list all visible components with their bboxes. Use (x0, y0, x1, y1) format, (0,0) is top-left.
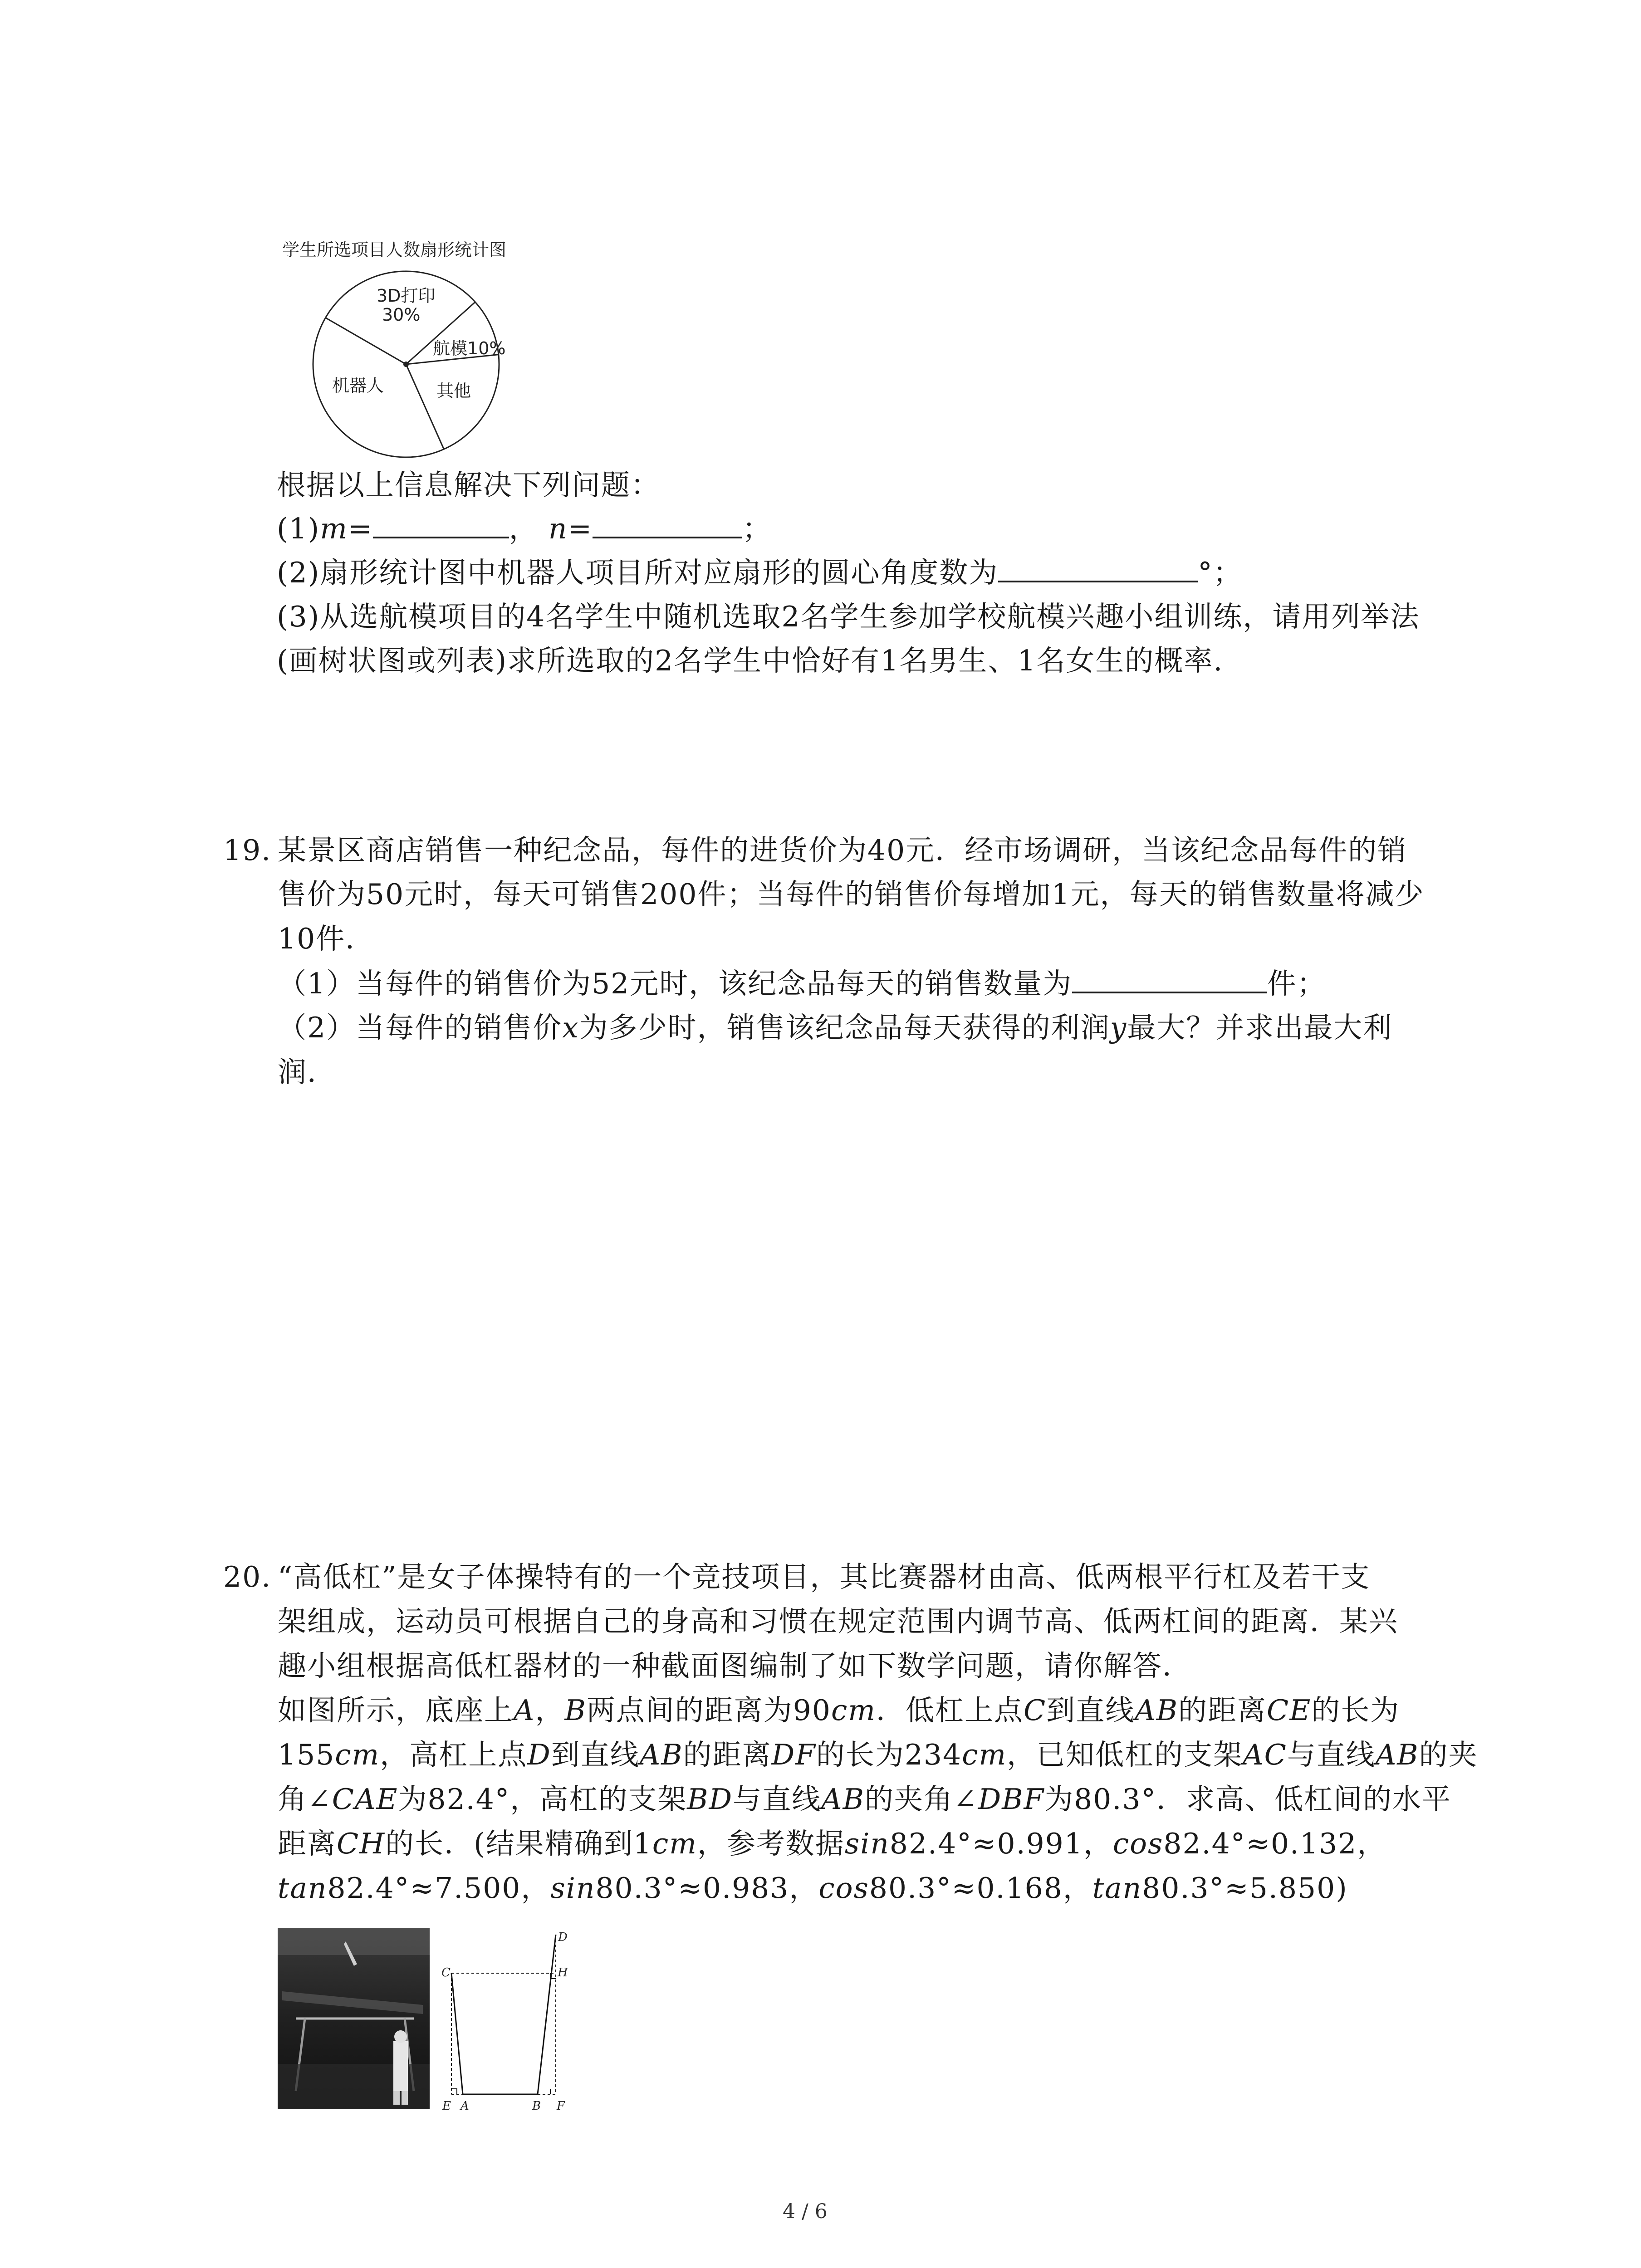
q20-line3: 趣小组根据高低杠器材的一种截面图编制了如下数学问题，请你解答． (278, 1649, 1192, 1682)
label-h: H (558, 1966, 568, 1980)
q20-line1: “高低杠”是女子体操特有的一个竞技项目，其比赛器材由高、低两根平行杠及若干支 (278, 1560, 1371, 1593)
q18-p1-m: m (320, 512, 348, 545)
uneven-bars-photo (278, 1928, 430, 2109)
q18-p1-end: ； (742, 512, 772, 545)
q18-p2-end: °； (1198, 556, 1243, 589)
q19-p1-text: （1）当每件的销售价为52元时，该纪念品每天的销售数量为 (278, 967, 1073, 1000)
pie-label-other: 其他 (436, 381, 471, 401)
q18-p1-eq: = (348, 512, 373, 545)
q18-part3-line2: (画树状图或列表)求所选取的2名学生中恰好有1名男生、1名女生的概率. (277, 644, 1224, 677)
q19-part1 (278, 965, 1326, 1002)
high-bar-support-bd (538, 1935, 556, 2094)
q19-quantity-blank[interactable] (1072, 965, 1267, 993)
page-number: 4 / 6 (783, 2200, 828, 2223)
label-e: E (442, 2099, 451, 2113)
q20-line7: 距离CH的长．(结果精确到1cm，参考数据sin82.4°≈0.991，cos82.4°≈0.132， (278, 1827, 1387, 1860)
q19-p1-end: 件； (1267, 967, 1327, 1000)
q18-part2 (277, 554, 1243, 591)
q18-angle-blank[interactable] (998, 554, 1198, 582)
q19-p2-x: x (562, 1011, 579, 1044)
q19-part2-line2: 润． (278, 1056, 337, 1089)
q20-line5: 155cm，高杠上点D到直线AB的距离DF的长为234cm，已知低杠的支架AC与直线AB的夹 (278, 1738, 1478, 1771)
label-b: B (532, 2099, 541, 2113)
pie-label-robot: 机器人 (332, 376, 384, 396)
pie-chart-title: 学生所选项目人数扇形统计图 (282, 240, 507, 260)
q19-number: 19. (223, 834, 272, 867)
q19-line1: 某景区商店销售一种纪念品，每件的进货价为40元．经市场调研，当该纪念品每件的销 (278, 834, 1407, 867)
q18-p2-text: (2)扇形统计图中机器人项目所对应扇形的圆心角度数为 (277, 556, 999, 589)
pie-center-dot (403, 362, 409, 367)
pie-slice-boundary-3 (406, 364, 444, 449)
q18-part1 (277, 510, 772, 547)
pie-label-hangmo (433, 338, 505, 358)
q18-p1-prefix: (1) (277, 512, 320, 545)
q20-line6: 角∠CAE为82.4°，高杠的支架BD与直线AB的夹角∠DBF为80.3°．求高、低杠间的水平 (278, 1783, 1451, 1816)
label-c: C (441, 1966, 451, 1980)
pie-value-3d: 30% (382, 305, 421, 325)
q20-line4: 如图所示，底座上A，B两点间的距离为90cm．低杠上点C到直线AB的距离CE的长为 (278, 1694, 1400, 1727)
low-bar-support-ac (451, 1973, 463, 2094)
q18-p1-sep: ， (509, 512, 539, 545)
q18-n-blank[interactable] (593, 510, 742, 538)
pie-label-3d: 3D打印 (377, 286, 436, 306)
q20-line2: 架组成，运动员可根据自己的身高和习惯在规定范围内调节高、低两杠间的距离．某兴 (278, 1605, 1398, 1638)
pie-chart (309, 265, 522, 465)
q19-p2-b: 为多少时，销售该纪念品每天获得的利润 (579, 1011, 1110, 1044)
q20-line8: tan82.4°≈7.500，sin80.3°≈0.983，cos80.3°≈0.168，tan80.3°≈5.850) (278, 1872, 1348, 1905)
q19-p2-a: （2）当每件的销售价 (278, 1011, 563, 1044)
q18-intro: 根据以上信息解决下列问题： (277, 469, 660, 502)
q19-part2 (278, 1010, 1392, 1046)
q18-part3-line1: (3)从选航模项目的4名学生中随机选取2名学生参加学校航模兴趣小组训练，请用列举法 (277, 600, 1420, 633)
q18-m-blank[interactable] (373, 510, 509, 538)
label-d: D (558, 1931, 568, 1944)
label-f: F (557, 2099, 565, 2113)
q19-line2: 售价为50元时，每天可销售200件；当每件的销售价每增加1元，每天的销售数量将减少 (278, 878, 1425, 911)
q18-p1-n: n (548, 512, 568, 545)
q18-p1-eq2: = (568, 512, 593, 545)
q19-line3: 10件． (278, 922, 375, 955)
label-a: A (460, 2099, 469, 2113)
uneven-bars-diagram (438, 1930, 588, 2121)
q19-p2-c: 最大？并求出最大利 (1127, 1011, 1393, 1044)
q20-number: 20. (223, 1560, 272, 1593)
q19-p2-y: y (1110, 1011, 1127, 1044)
pie-label-hangmo-value: 10% (467, 338, 506, 358)
pie-label-hangmo-name: 航模 (433, 338, 468, 358)
